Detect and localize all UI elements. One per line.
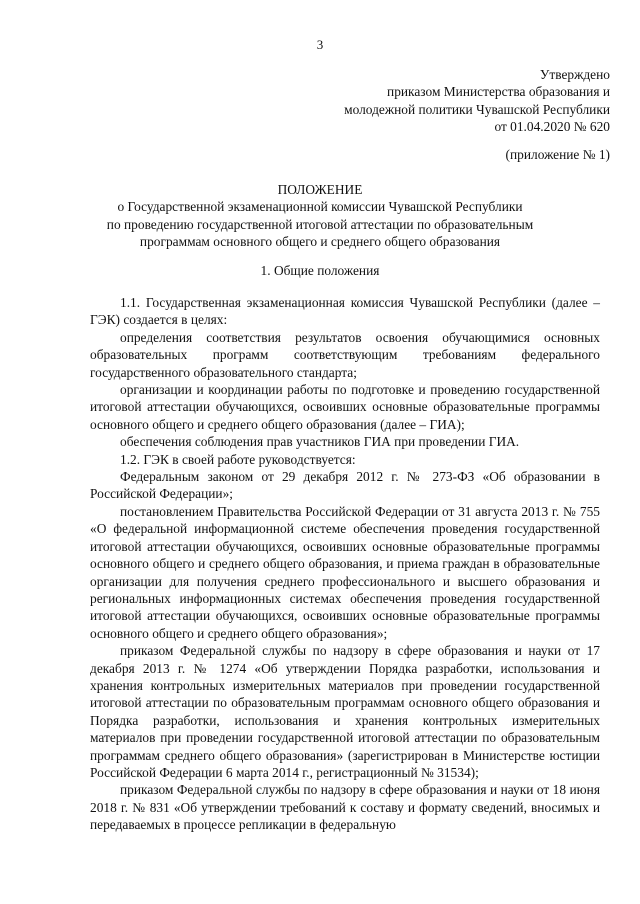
paragraph-law-4: приказом Федеральной службы по надзору в сфере образования и науки от 18 июня 2018 г. № 831 «Об утверждении требований к составу и формату сведений, вносимых и передаваемых в процессе репликации в федеральную xyxy=(90,782,600,833)
paragraph-law-2: постановлением Правительства Российской Федерации от 31 августа 2013 г. № 755 «О федеральной информационной системе обеспечения проведения государственной итоговой аттестации обучающихся, освоивших основные образовательные программы основного общего и среднего общего образования, и приема граждан в образовательные организации для получения среднего профессионального и высшего образования и региональных информационных системах обеспечения проведения государственной итоговой аттестации обучающихся, освоивших основные образовательные программы основного общего и среднего общего образования»; xyxy=(90,503,600,641)
approval-stamp xyxy=(344,66,610,136)
section-title: 1. Общие положения xyxy=(260,263,380,278)
approval-line-1: Утверждено xyxy=(539,67,610,82)
approval-line-3: молодежной политики Чувашской Республики xyxy=(344,101,610,117)
paragraph-goal-3: обеспечения соблюдения прав участников ГИА при проведении ГИА. xyxy=(120,434,520,450)
paragraph-law-3: приказом Федеральной службы по надзору в сфере образования и науки от 17 декабря 2013 г. № 1274 «Об утверждении Порядка разработки, использования и хранения контрольных измерительных материалов при проведении государственной итоговой аттестации по образовательным программам основного общего образования и Порядка разработки, использования и хранения контрольных измерительных материалов при проведении государственной итоговой аттестации по образовательным программам среднего общего образования» (зарегистрирован в Министерстве юстиции Российской Федерации 6 марта 2014 г., регистрационный № 31534); xyxy=(90,643,600,780)
approval-line-4: от 01.04.2020 № 620 xyxy=(494,119,610,135)
title-line-2: по проведению государственной итоговой аттестации по образовательным xyxy=(106,216,534,232)
title-line-1: о Государственной экзаменационной комиссии Чувашской Республики xyxy=(117,199,523,215)
title-heading: ПОЛОЖЕНИЕ xyxy=(277,182,363,197)
title-line-3: программам основного общего и среднего общего образования xyxy=(139,234,501,250)
paragraph-1-1: 1.1. Государственная экзаменационная комиссия Чувашской Республики (далее – ГЭК) создается в целях: xyxy=(90,295,600,328)
paragraph-goal-1: определения соответствия результатов освоения обучающимися основных образовательных программ соответствующим требованиям федерального государственного образовательного стандарта; xyxy=(90,329,600,380)
body-text xyxy=(90,294,600,834)
page-number: 3 xyxy=(316,37,324,52)
paragraph-goal-2: организации и координации работы по подготовке и проведению государственной итоговой аттестации обучающихся, освоивших основные образовательные программы основного общего и среднего общего образования (далее – ГИА); xyxy=(90,382,600,432)
document-title xyxy=(0,181,640,251)
paragraph-1-2: 1.2. ГЭК в своей работе руководствуется: xyxy=(120,451,356,467)
paragraph-law-1: Федеральным законом от 29 декабря 2012 г. № 273-ФЗ «Об образовании в Российской Федерации»; xyxy=(90,469,600,502)
appendix-label: (приложение № 1) xyxy=(505,147,610,162)
approval-line-2: приказом Министерства образования и xyxy=(387,84,610,100)
